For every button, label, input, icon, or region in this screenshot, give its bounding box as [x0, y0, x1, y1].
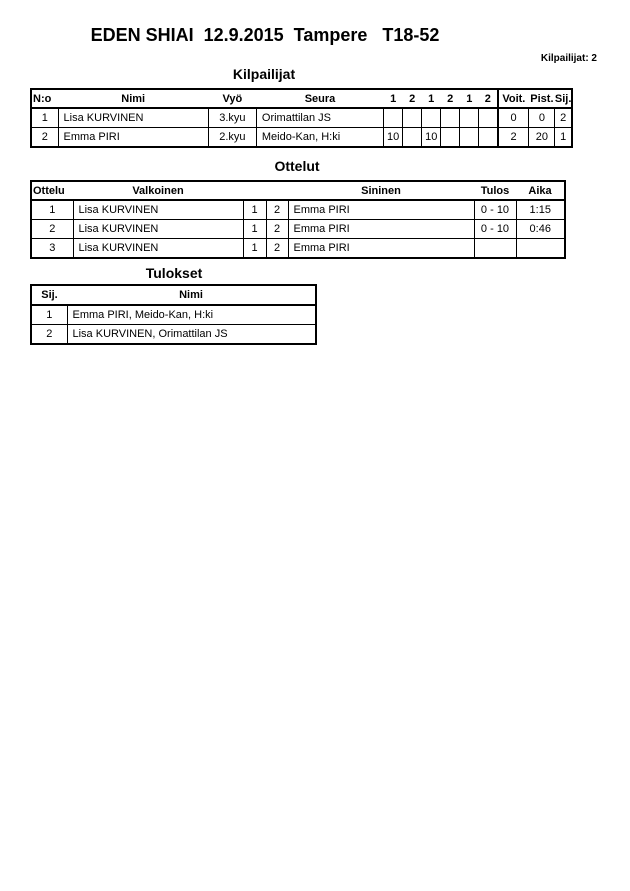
cell-score — [441, 128, 460, 148]
result-row — [31, 305, 316, 325]
cell-voit: 2 — [498, 128, 529, 148]
cell-score: 10 — [422, 128, 441, 148]
cell-nimi: Emma PIRI — [58, 128, 208, 148]
section-heading-tulokset: Tulokset — [145, 265, 203, 281]
cell-score — [460, 108, 479, 128]
cell-vyo: 3.kyu — [208, 108, 256, 128]
cell-sij: 2 — [555, 108, 572, 128]
competitor-row — [31, 128, 572, 148]
col-header-spacer — [243, 181, 266, 200]
match-row — [31, 239, 565, 259]
cell-score — [384, 108, 403, 128]
col-header-score-5: 1 — [460, 89, 479, 108]
col-header-valkoinen: Valkoinen — [73, 181, 243, 200]
cell-voit: 0 — [498, 108, 529, 128]
cell-sij: 1 — [555, 128, 572, 148]
col-header-nimi: Nimi — [58, 89, 208, 108]
col-header-name: Nimi — [67, 285, 316, 305]
cell-blue-number: 2 — [266, 220, 288, 239]
col-header-score-6: 2 — [479, 89, 498, 108]
cell-no: 1 — [31, 108, 58, 128]
col-header-no: N:o — [31, 89, 58, 108]
results-header-row — [31, 285, 316, 305]
col-header-sij: Sij. — [555, 89, 572, 108]
cell-result: 0 - 10 — [474, 220, 516, 239]
col-header-spacer — [266, 181, 288, 200]
col-header-voit: Voit. — [498, 89, 529, 108]
results-table — [30, 284, 317, 345]
section-heading-ottelut: Ottelut — [274, 158, 320, 174]
cell-placed-name: Emma PIRI, Meido-Kan, H:ki — [67, 305, 316, 325]
col-header-score-4: 2 — [441, 89, 460, 108]
cell-score — [441, 108, 460, 128]
cell-white-player: Lisa KURVINEN — [73, 200, 243, 220]
cell-score — [422, 108, 441, 128]
col-header-pist: Pist. — [529, 89, 555, 108]
cell-white-player: Lisa KURVINEN — [73, 220, 243, 239]
cell-score — [479, 108, 498, 128]
matches-table — [30, 180, 566, 259]
col-header-sininen: Sininen — [288, 181, 474, 200]
cell-blue-player: Emma PIRI — [288, 220, 474, 239]
competitor-row — [31, 108, 572, 128]
cell-white-number: 1 — [243, 220, 266, 239]
match-row — [31, 200, 565, 220]
cell-placing: 2 — [31, 325, 67, 345]
cell-score — [403, 128, 422, 148]
cell-blue-player: Emma PIRI — [288, 200, 474, 220]
cell-result: 0 - 10 — [474, 200, 516, 220]
competition-title: EDEN SHIAI 12.9.2015 Tampere T18-52 — [90, 25, 440, 45]
competitors-table — [30, 88, 573, 148]
match-row — [31, 220, 565, 239]
col-header-score-3: 1 — [422, 89, 441, 108]
cell-placed-name: Lisa KURVINEN, Orimattilan JS — [67, 325, 316, 345]
competitors-header-row — [31, 89, 572, 108]
section-heading-kilpailijat: Kilpailijat — [232, 66, 296, 82]
col-header-score-2: 2 — [403, 89, 422, 108]
col-header-seura: Seura — [256, 89, 383, 108]
cell-score: 10 — [384, 128, 403, 148]
cell-pist: 20 — [529, 128, 555, 148]
col-header-placing: Sij. — [31, 285, 67, 305]
cell-nimi: Lisa KURVINEN — [58, 108, 208, 128]
cell-white-number: 1 — [243, 200, 266, 220]
col-header-vyo: Vyö — [208, 89, 256, 108]
cell-blue-number: 2 — [266, 239, 288, 259]
cell-blue-player: Emma PIRI — [288, 239, 474, 259]
cell-result — [474, 239, 516, 259]
cell-match-no: 1 — [31, 200, 73, 220]
cell-vyo: 2.kyu — [208, 128, 256, 148]
cell-score — [479, 128, 498, 148]
cell-seura: Meido-Kan, H:ki — [256, 128, 383, 148]
cell-match-no: 3 — [31, 239, 73, 259]
cell-white-number: 1 — [243, 239, 266, 259]
col-header-aika: Aika — [516, 181, 565, 200]
cell-no: 2 — [31, 128, 58, 148]
cell-placing: 1 — [31, 305, 67, 325]
cell-time: 1:15 — [516, 200, 565, 220]
competitor-count: Kilpailijat: 2 — [540, 53, 597, 64]
cell-seura: Orimattilan JS — [256, 108, 383, 128]
col-header-ottelu: Ottelu — [31, 181, 73, 200]
cell-score — [460, 128, 479, 148]
result-row — [31, 325, 316, 345]
cell-pist: 0 — [529, 108, 555, 128]
cell-time: 0:46 — [516, 220, 565, 239]
col-header-tulos: Tulos — [474, 181, 516, 200]
col-header-score-1: 1 — [384, 89, 403, 108]
cell-blue-number: 2 — [266, 200, 288, 220]
cell-white-player: Lisa KURVINEN — [73, 239, 243, 259]
cell-time — [516, 239, 565, 259]
cell-match-no: 2 — [31, 220, 73, 239]
matches-header-row — [31, 181, 565, 200]
cell-score — [403, 108, 422, 128]
